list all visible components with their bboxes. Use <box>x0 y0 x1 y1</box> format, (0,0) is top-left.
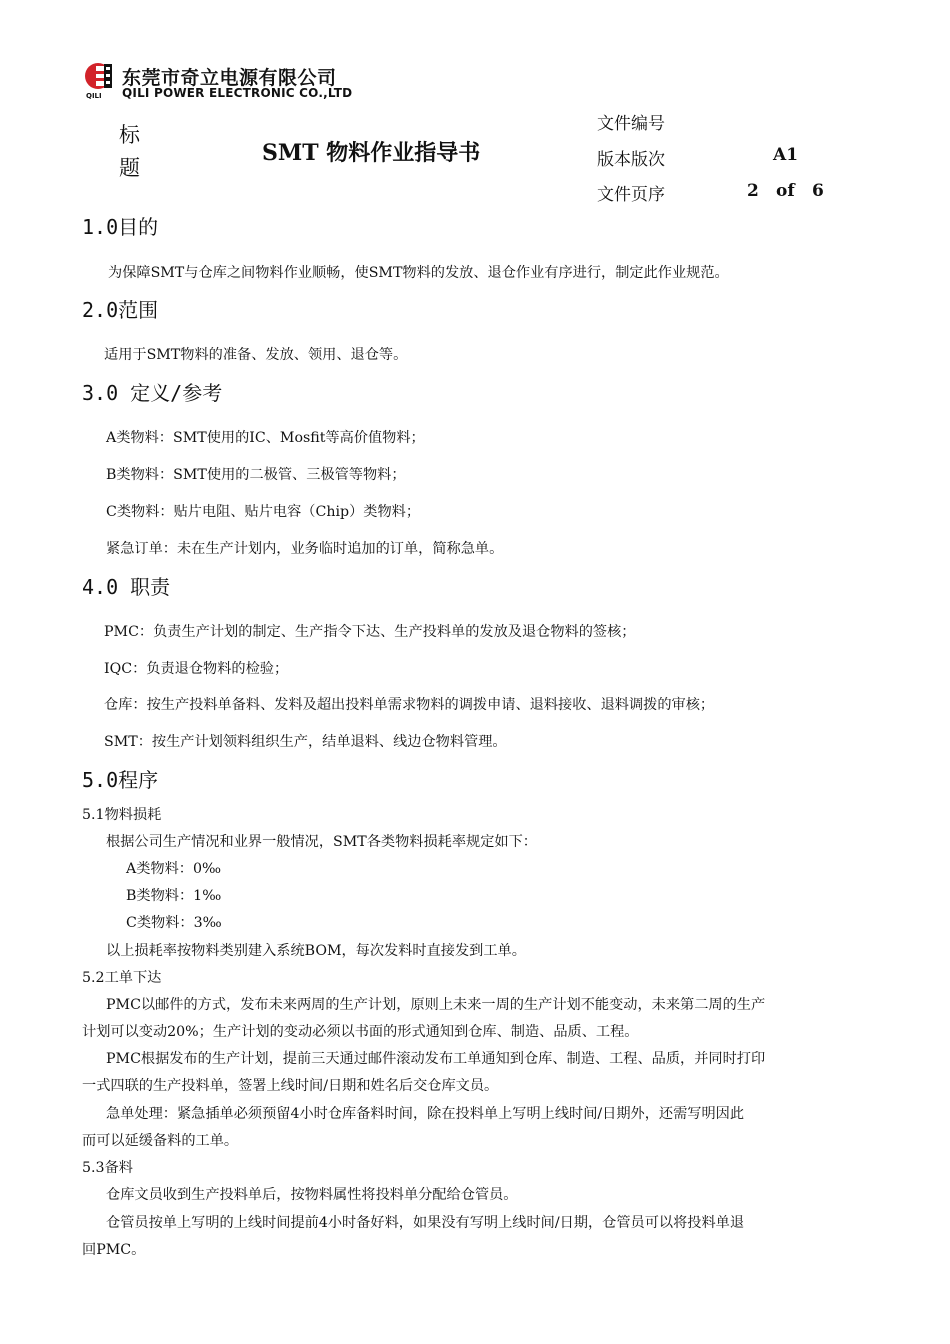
paragraph: 以上损耗率按物料类别建入系统BOM，每次发料时直接发到工单。 <box>106 943 526 959</box>
company-name-en: QILI POWER ELECTRONIC CO.,LTD <box>122 86 353 100</box>
page-label: 文件页序 <box>597 185 665 205</box>
definition-item: A类物料：SMT使用的IC、Mosfit等高价值物料； <box>106 430 425 446</box>
scope-text: 适用于SMT物料的准备、发放、领用、退仓等。 <box>104 347 408 363</box>
version-label: 版本版次 <box>597 150 665 170</box>
logo-subtext: QILI <box>86 92 102 100</box>
company-logo <box>82 62 372 104</box>
section-heading-procedure: 5.0程序 <box>82 768 159 792</box>
definition-item: B类物料：SMT使用的二极管、三极管等物料； <box>106 467 406 483</box>
page-current: 2 <box>747 181 759 201</box>
responsibility-item: IQC：负责退仓物料的检验； <box>104 661 289 677</box>
title-label-1: 标 <box>119 123 140 147</box>
subsection-title: 5.1物料损耗 <box>82 807 162 823</box>
paragraph: PMC以邮件的方式，发布未来两周的生产计划，原则上未来一周的生产计划不能变动，未来第二周的生产 <box>106 997 766 1013</box>
subsection-title: 5.2工单下达 <box>82 970 162 986</box>
version-value: A1 <box>773 145 799 165</box>
responsibility-item: SMT：按生产计划领料组织生产，结单退料、线边仓物料管理。 <box>104 734 507 750</box>
loss-rate-item: A类物料：0‰ <box>126 861 222 877</box>
definition-item: 紧急订单：未在生产计划内，业务临时追加的订单，简称急单。 <box>106 541 504 557</box>
page-total: 6 <box>812 181 824 201</box>
subsection-title: 5.3备料 <box>82 1160 133 1176</box>
section-heading-purpose: 1.0目的 <box>82 215 159 239</box>
definition-item: C类物料：贴片电阻、贴片电容（Chip）类物料； <box>106 504 421 520</box>
loss-rate-item: B类物料：1‰ <box>126 888 222 904</box>
paragraph: 根据公司生产情况和业界一般情况，SMT各类物料损耗率规定如下： <box>106 834 537 850</box>
document-title: SMT 物料作业指导书 <box>262 140 481 166</box>
paragraph: 回PMC。 <box>82 1242 146 1258</box>
responsibility-item: 仓库：按生产投料单备料、发料及超出投料单需求物料的调拨申请、退料接收、退料调拨的审核； <box>104 697 715 713</box>
paragraph: 仓库文员收到生产投料单后，按物料属性将投料单分配给仓管员。 <box>106 1187 518 1203</box>
responsibility-item: PMC：负责生产计划的制定、生产指令下达、生产投料单的发放及退仓物料的签核； <box>104 624 636 640</box>
paragraph: 急单处理：紧急插单必须预留4小时仓库备料时间，除在投料单上写明上线时间/日期外，还需写明因此 <box>106 1106 745 1122</box>
section-heading-responsibilities: 4.0 职责 <box>82 575 171 599</box>
purpose-text: 为保障SMT与仓库之间物料作业顺畅，使SMT物料的发放、退仓作业有序进行，制定此作业规范。 <box>108 265 729 281</box>
page-of: of <box>776 181 795 201</box>
paragraph: 计划可以变动20%；生产计划的变动必须以书面的形式通知到仓库、制造、品质、工程。 <box>82 1024 639 1040</box>
section-heading-definitions: 3.0 定义/参考 <box>82 381 223 405</box>
paragraph: 一式四联的生产投料单，签署上线时间/日期和姓名后交仓库文员。 <box>82 1078 499 1094</box>
company-name-cn: 东莞市奇立电源有限公司 <box>122 67 337 89</box>
paragraph: 而可以延缓备料的工单。 <box>82 1133 239 1149</box>
section-heading-scope: 2.0范围 <box>82 298 159 322</box>
paragraph: 仓管员按单上写明的上线时间提前4小时备好料，如果没有写明上线时间/日期，仓管员可以将投料单退 <box>106 1215 745 1231</box>
loss-rate-item: C类物料：3‰ <box>126 915 222 931</box>
title-label-2: 题 <box>119 156 140 180</box>
paragraph: PMC根据发布的生产计划，提前三天通过邮件滚动发布工单通知到仓库、制造、工程、品质，并同时打印 <box>106 1051 766 1067</box>
doc-number-label: 文件编号 <box>597 114 665 134</box>
